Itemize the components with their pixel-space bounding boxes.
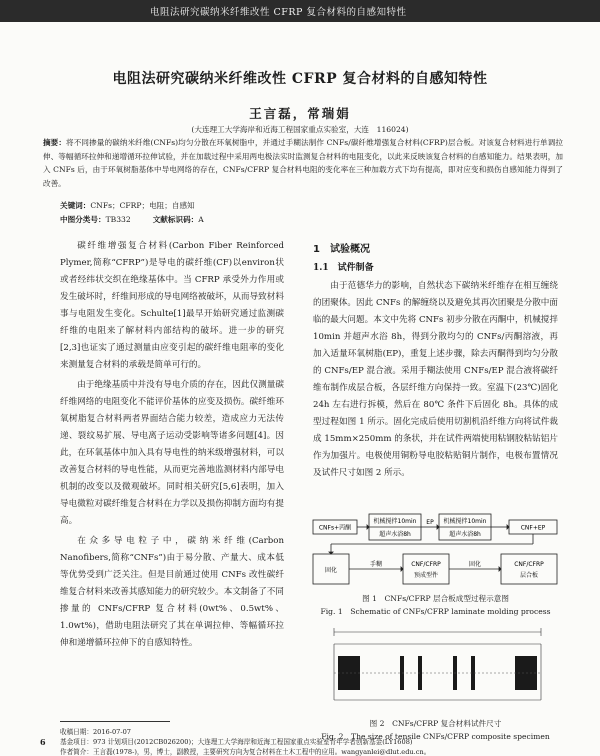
- keywords: [60, 200, 195, 211]
- figure-1-flowchart: [311, 510, 563, 590]
- footnote-author: 作者简介：王言磊(1978-)，男，博士，副教授，主要研究方向为复合材料在土木工程中的应用。wangyanlei@dlut.edu.cn。: [60, 748, 431, 756]
- figure-1-caption-en: Fig. 1 Schematic of CNFs/CFRP laminate molding process: [320, 607, 551, 616]
- doc-code: A: [198, 215, 204, 224]
- clc-label: 中图分类号：: [60, 215, 106, 224]
- classification: [60, 214, 204, 225]
- flow-ep: EP: [426, 519, 434, 526]
- intro-paragraph-1: 碳纤维增强复合材料(Carbon Fiber Reinforced Plymer,简称“CFRP”)是导电的碳纤维(CF)以environ状或者经纬状交织在绝缘基体中。当 CFRP 承受外力作用或发生破坏时，纤维间形成的导电网络被破坏，从而导致材料事与电阻发生变化。Schulte[1]最早开始研究通过监测碳纤维的电阻来了解材料内部结构的破坏。进一步的研究[2,3]也证实了通过测量由应变引起的碳纤维电阻率的变化来测量复合材料的承载是简单可行的。: [60, 241, 284, 370]
- figure-2-specimen: [330, 622, 545, 714]
- flow-cnfs-acetone: CNFs+丙酮: [318, 524, 352, 532]
- author-affiliation: (大连理工大学海岸和近海工程国家重点实验室，大连 116024): [191, 125, 409, 134]
- flow-cnf-ep: CNF+EP: [520, 524, 546, 532]
- flow-laminate-sub: 层合板: [519, 572, 539, 579]
- abstract: [43, 136, 563, 190]
- keywords-label: 关键词：: [60, 201, 91, 210]
- running-header-title: 电阻法研究碳纳米纤维改性 CFRP 复合材料的自感知特性: [150, 7, 407, 18]
- box-laminate: [501, 554, 557, 584]
- flow-stir-a: 机械搅拌10min: [373, 518, 417, 525]
- flow-cure: 固化: [324, 567, 338, 574]
- clc-code: TB332: [105, 215, 131, 224]
- subsection-heading: 1.1 试件制备: [313, 263, 374, 273]
- footnote-rule: [60, 721, 170, 722]
- page-number: 6: [40, 737, 46, 747]
- flow-hand-layup: 手糊: [369, 561, 383, 568]
- doc-code-label: 文献标识码：: [152, 215, 199, 224]
- footnote-fund: 基金项目：973 计划项目(2012CB026200)；大连理工大学海岸和近海工程国家重点实验室青年学者创新基金(LY1608): [60, 738, 413, 746]
- paper-authors: 王言磊，常瑞娟: [249, 106, 351, 121]
- footnote-received: 收稿日期：2016-07-07: [60, 728, 131, 736]
- flow-stir-b: 机械搅拌10min: [443, 518, 487, 525]
- keywords-text: CNFs；CFRP；电阻；自感知: [90, 201, 195, 210]
- abstract-text: 将不同掺量的碳纳米纤维(CNFs)均匀分散在环氧树脂中，并通过手糊法制作 CNFs/碳纤维增强复合材料(CFRP)层合板。对该复合材料进行单调拉伸、等幅循环拉伸和递增循环拉伸试验，并在加载过程中采用两电极法实时监测复合材料的电阻变化，以此来反映该复合材料的自感知能力。结果表明，加入 CNFs 后，由于环氧树脂基体中导电网络的存在，CNFs/CFRP 复合材料电阻的变化率在三种加载方式下均有提高，即对应变和损伤自感知能力得到了改善。: [43, 138, 564, 188]
- intro-paragraph-3: 在众多导电粒子中，碳纳米纤维(Carbon Nanofibers,简称“CNFs”)由于易分散、产量大、成本低等优势受到广泛关注。但是目前通过使用 CNFs 改性碳纤维复合材料来改善其感知能力的研究较少。本文制备了不同掺量的 CNFs/CFRP 复合材料(0wt%、0.5wt%、1.0wt%)，借助电阻法研究了其在单调拉伸、等幅循环拉伸和递增循环拉伸下的自感知特性。: [60, 536, 284, 648]
- method-paragraph: 由于范德华力的影响，自然状态下碳纳米纤维存在相互缠绕的团聚体。因此 CNFs 的解缠绕以及避免其再次团聚是分散中面临的最大问题。本文中先将 CNFs 初步分散在丙酮中，机械搅拌 10min 并超声水浴 8h，得到分散均匀的 CNFs/丙酮溶液，再加入适量环氧树脂(EP)，重复上述步骤，除去丙酮得到均匀分散的 CNFs/EP 混合液。采用手糊法使用 CNFs/EP 混合液将碳纤维布制作成层合板，各层纤维方向保持一致。室温下(23℃)固化 24h 左右进行拆模，然后在 80℃ 条件下后固化 8h。具体的成型过程如图 1 所示。固化完成后使用切割机沿纤维方向将试件裁成 15mm×250mm 的条状，并在试件两端使用粘钢胶粘钻铝片作为加强片。电极使用铜粉导电胶粘贴铜片制作，电极布置情况及试件尺寸如图 2 所示。: [313, 281, 558, 478]
- abstract-label: 摘要：: [43, 138, 67, 147]
- figure-2-caption-en: Fig. 2 The size of tensile CNFs/CFRP composite specimen: [321, 732, 550, 741]
- flow-prepreg-sub: 预成型件: [413, 572, 439, 579]
- box-prepreg: [403, 554, 449, 584]
- flow-laminate: CNF/CFRP: [514, 561, 544, 568]
- flow-ultra-a: 超声水浴8h: [379, 531, 411, 538]
- section-heading: 1 试验概况: [313, 244, 370, 255]
- tab-left: [338, 656, 360, 690]
- flow-cure-2: 固化: [468, 561, 482, 568]
- flow-prepreg: CNF/CFRP: [411, 561, 441, 568]
- intro-paragraph-2: 由于绝缘基质中并没有导电介质的存在，因此仅测量碳纤维网络的电阻变化不能评价基体的应变及损伤。碳纤维环氧树脂复合材料两者界面结合能力较差，造成应力无法传递、裂纹易扩展、导电离子运动受影响等诸多问题[4]。因此，在环氧基体中加入具有导电性的纳米级增强材料，可以改善复合材料的导电性能，从而更完善地监测材料内部导电机制的改变以及微观破坏。同时相关研究[5,6]表明，加入导电微粒对碳纤维复合材料在力学以及损伤抑制方面均有提高。: [60, 380, 284, 526]
- left-column: [60, 238, 284, 652]
- flow-ultra-b: 超声水浴8h: [449, 531, 481, 538]
- paper-title: 电阻法研究碳纳米纤维改性 CFRP 复合材料的自感知特性: [112, 71, 488, 87]
- figure-1-caption-cn: 图 1 CNFs/CFRP 层合板成型过程示意图: [362, 594, 509, 603]
- figure-2-caption-cn: 图 2 CNFs/CFRP 复合材料试件尺寸: [369, 719, 502, 728]
